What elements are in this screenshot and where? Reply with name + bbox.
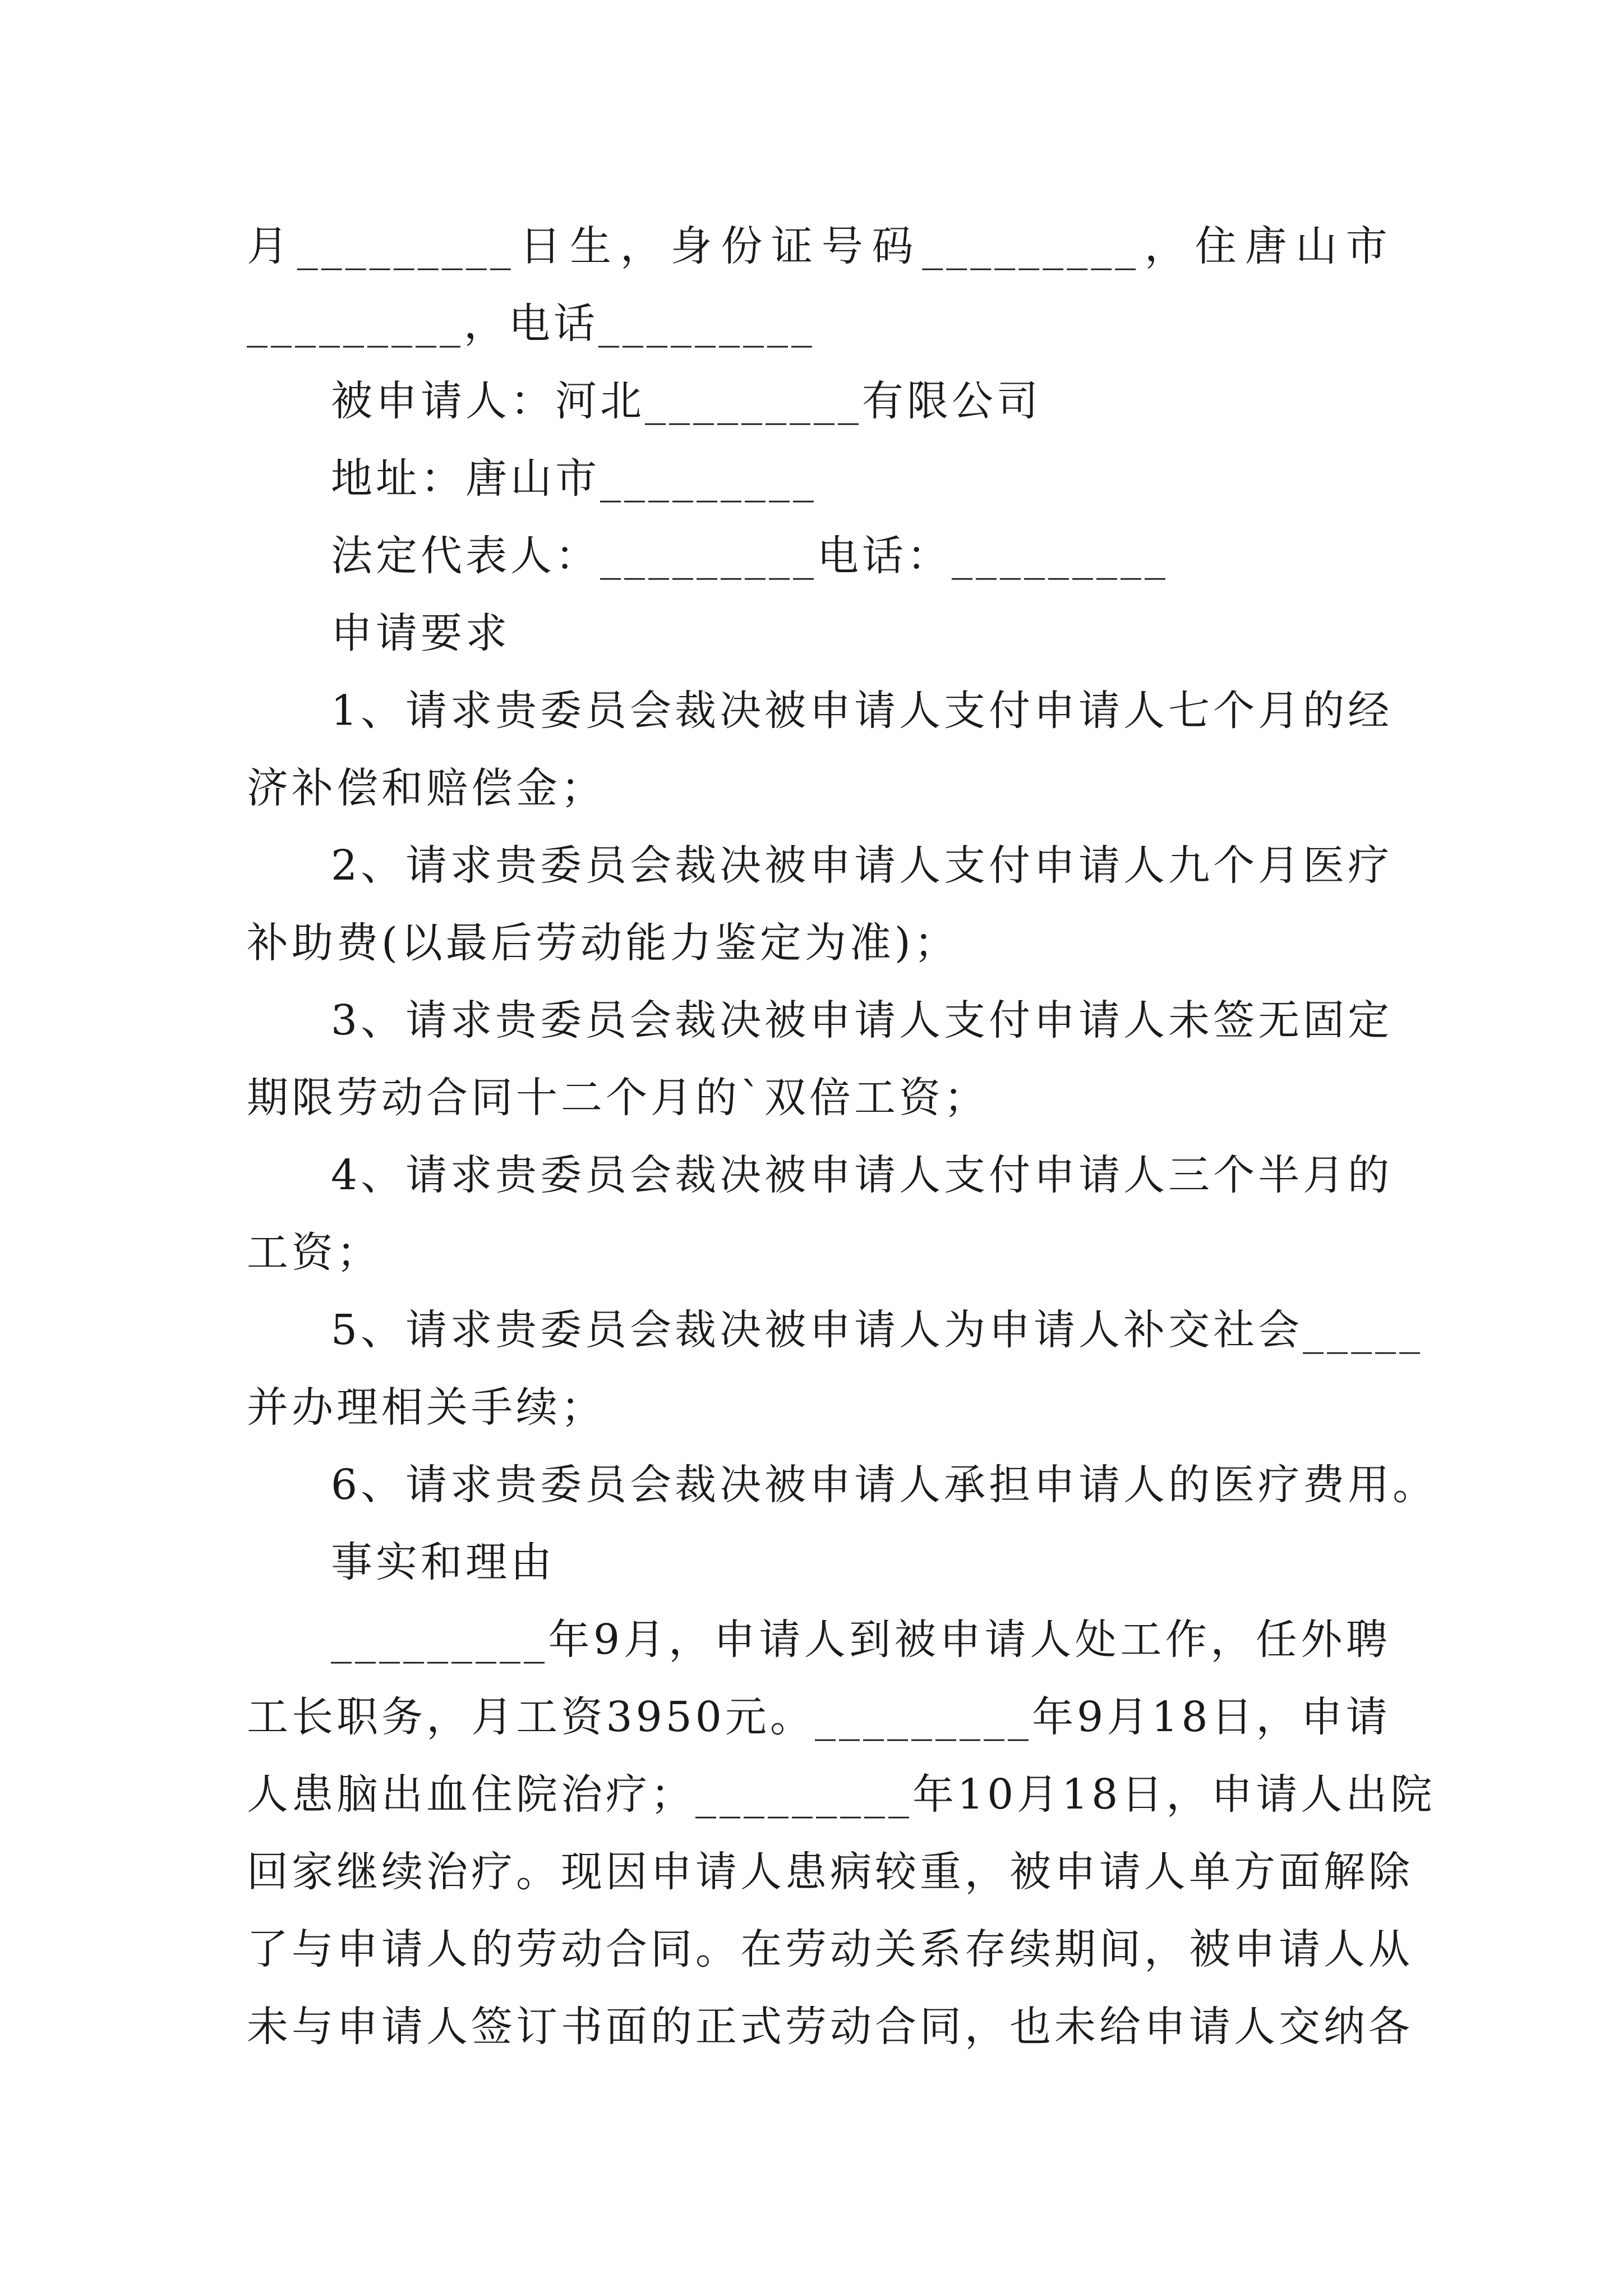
text-line: 补助费(以最后劳动能力鉴定为准)； <box>247 919 959 967</box>
text-line: 人 患 脑 出 血 住 院 治 疗 ； _________ 年 10 月 18 日 ， 申 请 人 出 院 <box>247 1770 1436 1819</box>
text-line: 2 、 请 求 贵 委 员 会 裁 决 被 申 请 人 支 付 申 请 人 九 个 月 医 疗 <box>331 841 1393 890</box>
text-line: 法定代表人：_________电话：_________ <box>331 532 1169 580</box>
section-heading: 事实和理由 <box>331 1538 555 1586</box>
text-line: 4 、 请 求 贵 委 员 会 裁 决 被 申 请 人 支 付 申 请 人 三 个 半 月 的 <box>331 1151 1393 1199</box>
text-line: _________ 年 9 月 ， 申 请 人 到 被 申 请 人 处 工 作 ， 任 外 聘 <box>331 1616 1391 1664</box>
text-line: 6 、 请 求 贵 委 员 会 裁 决 被 申 请 人 承 担 申 请 人 的 医 疗 费 用 。 <box>331 1461 1438 1509</box>
text-line: 并办理相关手续； <box>247 1383 606 1432</box>
text-line: 济补偿和赔偿金； <box>247 764 606 812</box>
text-line: 被申请人：河北_________有限公司 <box>331 377 1041 425</box>
text-line: 工资； <box>247 1228 381 1277</box>
text-line: 5 、 请 求 贵 委 员 会 裁 决 被 申 请 人 为 申 请 人 补 交 社 会 _____ <box>331 1306 1424 1354</box>
text-line: 期限劳动合同十二个月的`双倍工资； <box>247 1074 989 1122</box>
document-body <box>247 208 1438 2065</box>
text-line: 回 家 继 续 治 疗 。 现 因 申 请 人 患 病 较 重 ， 被 申 请 人 单 方 面 解 除 <box>247 1848 1413 1896</box>
text-line: 工 长 职 务 ， 月 工 资 3950 元 。 _________ 年 9 月 18 日 ， 申 请 <box>247 1693 1391 1741</box>
text-line: 地址：唐山市_________ <box>331 454 817 503</box>
text-line: 3 、 请 求 贵 委 员 会 裁 决 被 申 请 人 支 付 申 请 人 未 签 无 固 定 <box>331 996 1393 1045</box>
text-line: _________，电话_________ <box>247 300 815 348</box>
section-heading: 申请要求 <box>331 609 510 657</box>
text-line: 1 、 请 求 贵 委 员 会 裁 决 被 申 请 人 支 付 申 请 人 七 个 月 的 经 <box>331 687 1393 735</box>
text-line: 了 与 申 请 人 的 劳 动 合 同 。 在 劳 动 关 系 存 续 期 间 ， 被 申 请 人 从 <box>247 1925 1413 1973</box>
text-line: 月 _________ 日 生 ， 身 份 证 号 码 _________ ， 住 唐 山 市 <box>247 222 1391 270</box>
text-line: 未 与 申 请 人 签 订 书 面 的 正 式 劳 动 合 同 ， 也 未 给 申 请 人 交 纳 各 <box>247 2003 1413 2051</box>
